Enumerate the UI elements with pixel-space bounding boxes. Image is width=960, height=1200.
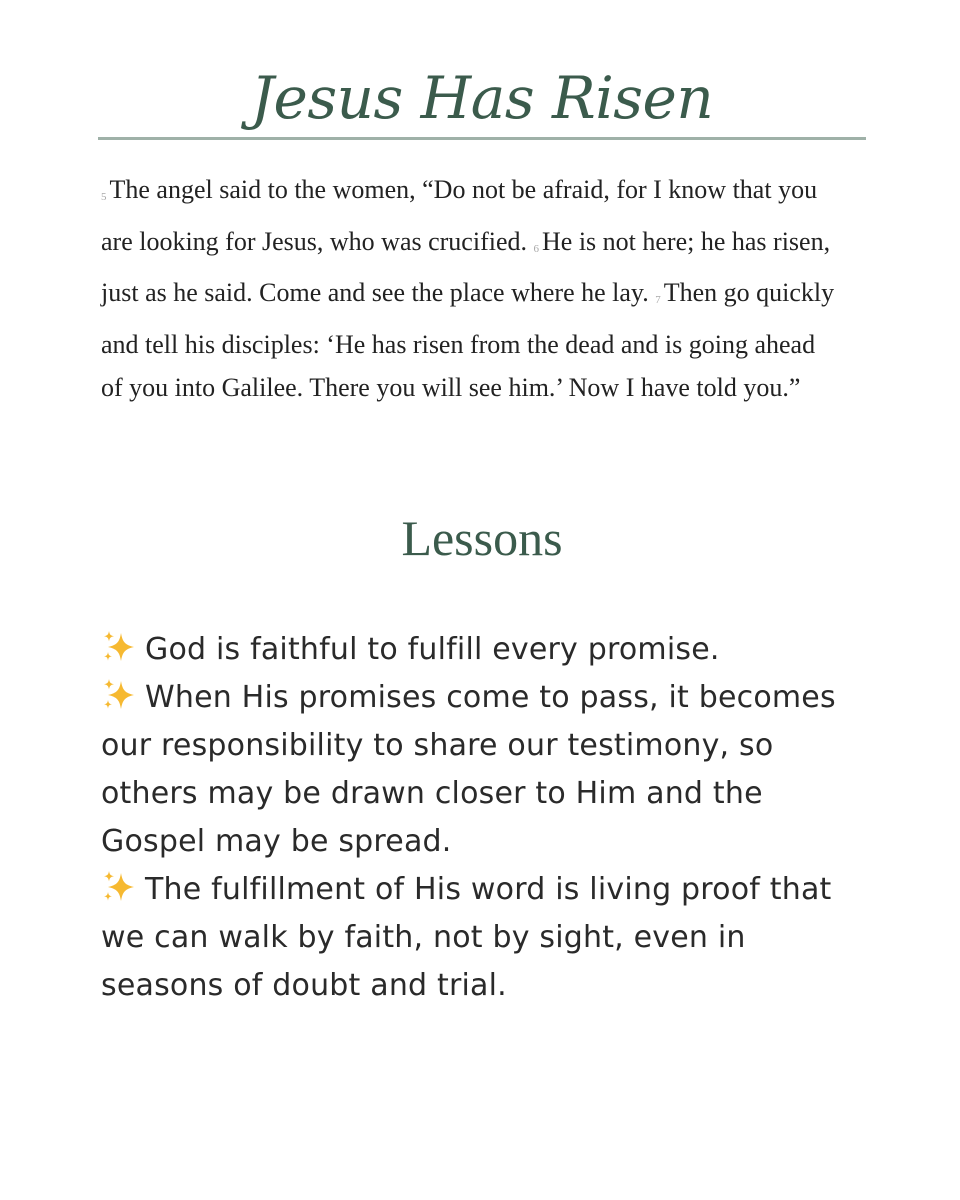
verse-number: 7 [655,294,661,306]
lesson-item [101,626,871,674]
verse-number: 6 [533,242,539,255]
lesson-text: The fulfillment of His word is living proof that we can walk by faith, not by sight, even in seasons of doubt and trial. [101,872,832,1003]
lesson-text: God is faithful to fulfill every promise. [145,632,720,667]
verse-text: The angel said to the women, “Do not be afraid, for I know that you are looking for Jesus, who was crucified. [101,175,818,256]
lessons-heading: Lessons [401,510,563,566]
title-divider [98,137,866,140]
verse-number: 5 [101,191,107,203]
sparkles-icon [101,678,137,712]
verse-text: He is not here; he has risen, just as he said. Come and see the place where he lay. [101,226,831,307]
scripture-passage [101,168,841,410]
lesson-text: When His promises come to pass, it becomes our responsibility to share our testimony, so others may be drawn closer to Him and the Gospel may be spread. [101,680,836,859]
verse-text: Then go quickly and tell his disciples: ‘He has risen from the dead and is going ahead of you into Galilee. There you will see him.’ Now I have told you.” [101,278,835,402]
sparkles-icon [101,630,137,664]
lessons-list [101,626,871,1010]
lesson-item [101,866,871,1010]
page-title: Jesus Has Risen [250,64,714,132]
lesson-item [101,674,871,866]
sparkles-icon [101,870,137,904]
